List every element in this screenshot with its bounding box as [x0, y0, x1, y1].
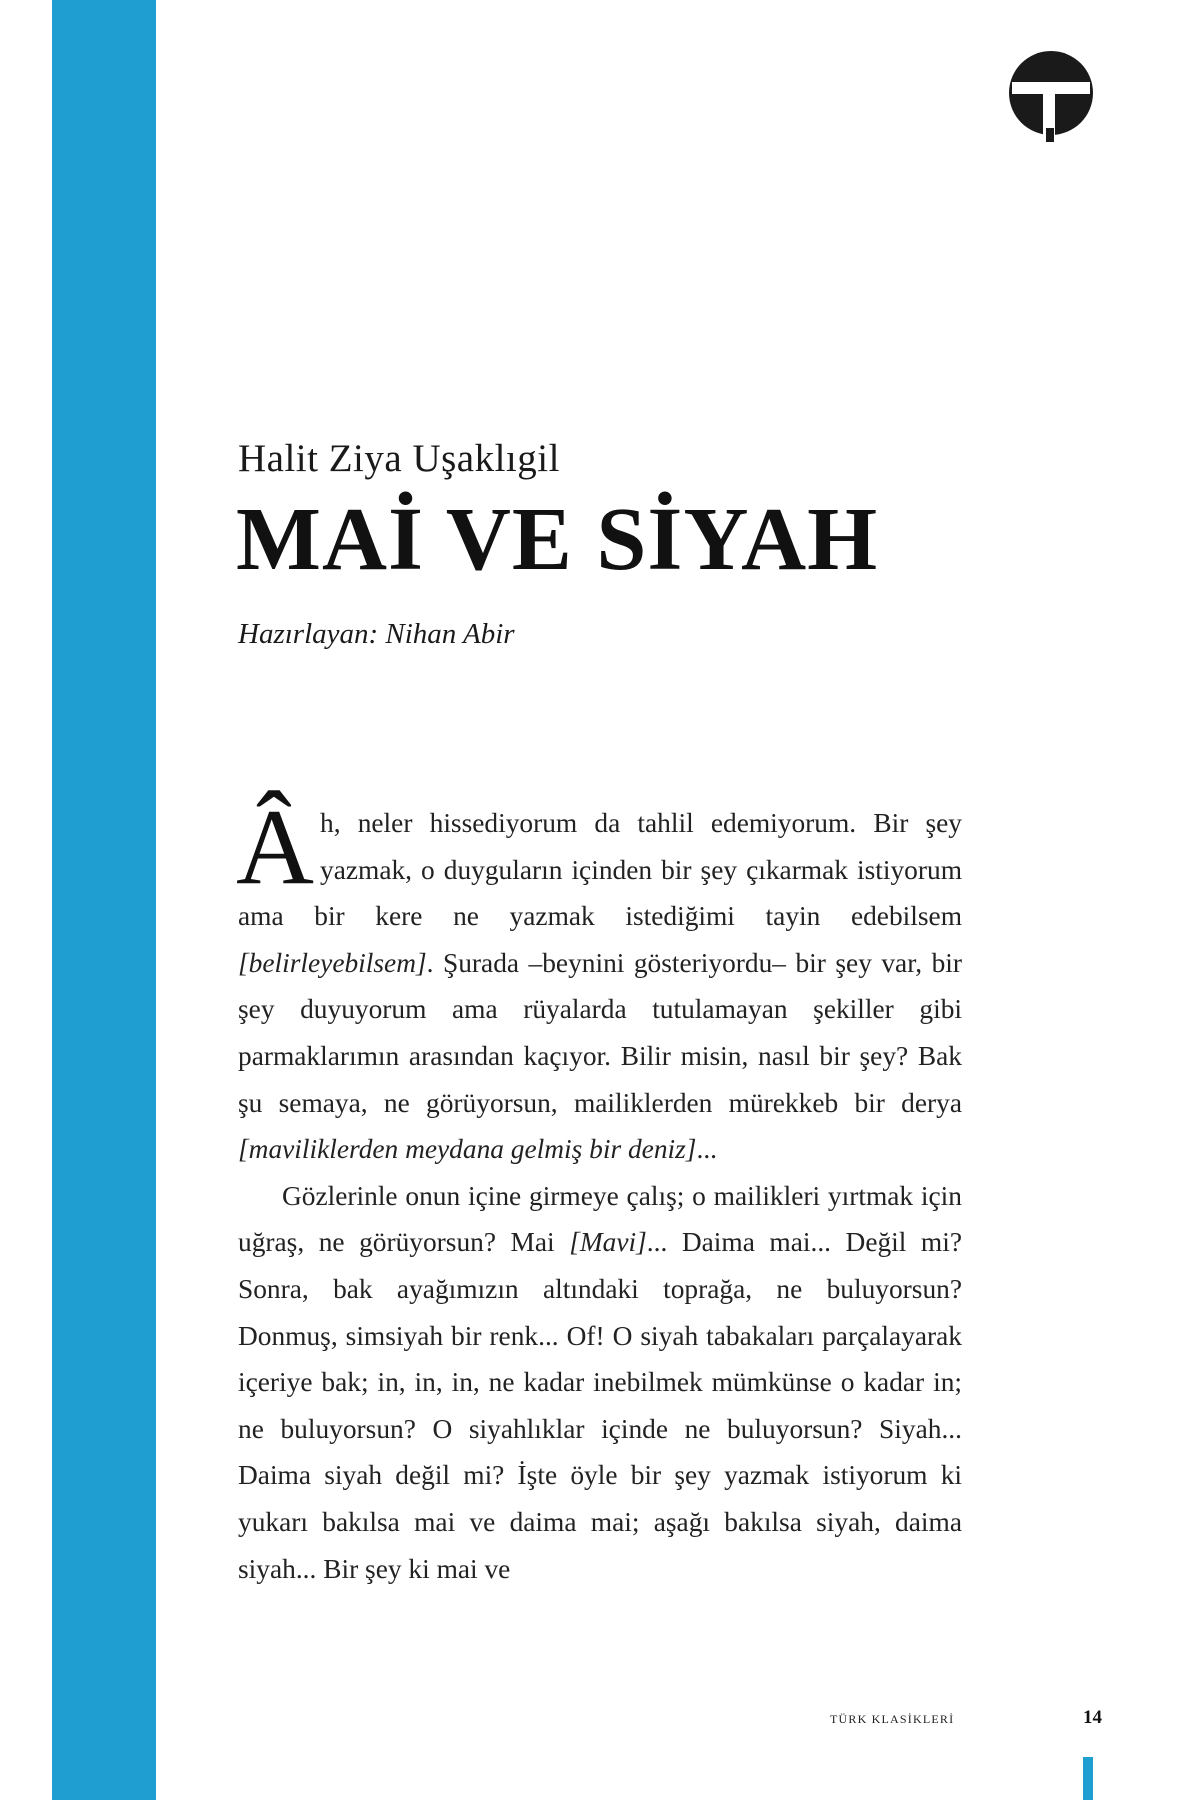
drop-cap: Â: [236, 788, 314, 907]
author-name: Halit Ziya Uşaklıgil: [238, 437, 560, 480]
paragraph-1: [236, 788, 962, 1173]
left-accent-bar: [52, 0, 156, 1800]
paragraph-1-text-a: h, neler hissediyorum da tahlil edemiyorum. Bir şey yazmak, o duyguların içinden bir şey çıkarmak istiyorum ama bir kere ne yazmak istediğimi tayin edebilsem: [238, 808, 962, 932]
gloss-belirleyebilsem: [belirleyebilsem]: [238, 947, 427, 978]
paragraph-2: [238, 1173, 962, 1592]
publisher-t-logo-icon: [1006, 50, 1096, 142]
series-name: TÜRK KLASİKLERİ: [830, 1712, 955, 1726]
paragraph-2-text-b: ... Daima mai... Değil mi? Sonra, bak ayağımızın altındaki toprağa, ne buluyorsun? Donmuş, simsiyah bir renk... Of! O siyah tabakaları parçalayarak içeriye bak; in, in, in, ne kadar inebilmek mümkünse o kadar in; ne buluyorsun? O siyahlıklar içinde ne buluyorsun? Siyah... Daima siyah değil mi? İşte öyle bir şey yazmak istiyorum ki yukarı bakılsa mai ve daima mai; aşağı bakılsa siyah, daima siyah... Bir şey ki mai ve: [238, 1227, 962, 1584]
book-title: MAİ VE SİYAH: [236, 490, 879, 589]
paragraph-1-text-b: . Şurada –beynini gösteriyordu– bir şey var, bir şey duyuyorum ama rüyalarda tutulamayan şekiller gibi parmaklarımın arasından kaçıyor. Bilir misin, nasıl bir şey? Bak şu semaya, ne görüyorsun, mailiklerden mürekkeb bir derya: [238, 947, 962, 1118]
page-marker-tab: [1083, 1757, 1093, 1800]
page-number: 14: [1083, 1707, 1102, 1728]
gloss-mavi: [Mavi]: [569, 1227, 647, 1258]
paragraph-1-text-c: ...: [696, 1134, 718, 1165]
gloss-deniz: [maviliklerden meydana gelmiş bir deniz]: [238, 1134, 697, 1165]
body-text: [236, 788, 962, 1592]
paragraph-2-text-a: Gözlerinle onun içine girmeye çalış; o mailikleri yırtmak için uğraş, ne görüyorsun? Mai: [238, 1180, 962, 1258]
editor-credit: Hazırlayan: Nihan Abir: [238, 618, 515, 650]
